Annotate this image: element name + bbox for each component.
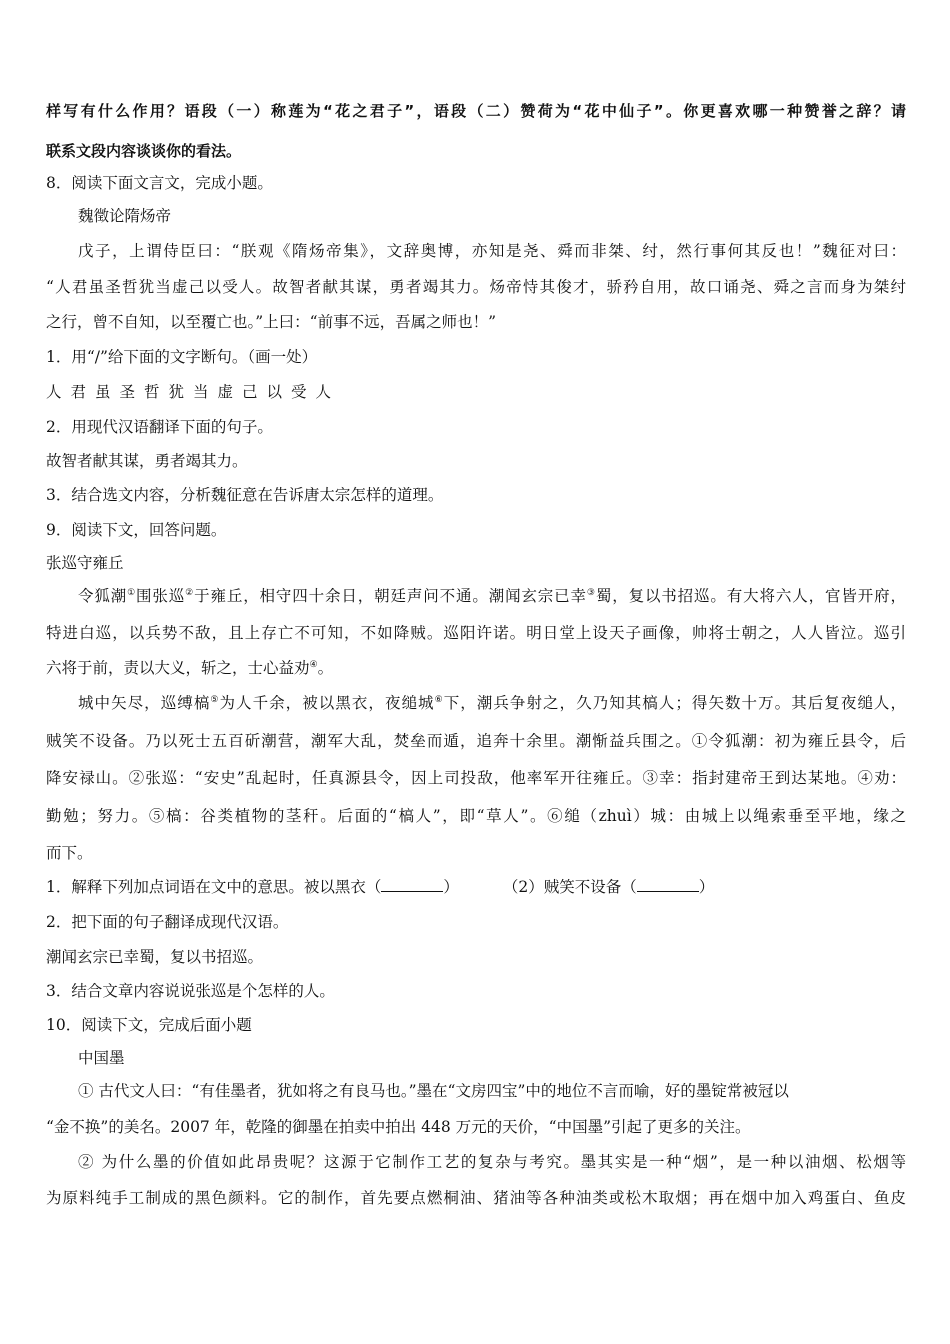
answer-blank[interactable] [637,877,699,892]
sub-question: 1．用“/”给下面的文字断句。（画一处） [46,348,318,366]
passage-line: 令狐潮①围张巡②于雍丘，相守四十余日，朝廷声问不通。潮闻玄宗已幸③蜀，复以书招巡。有大将六人，官皆开府， [78,587,906,605]
passage-line: 之行，曾不自知，以至覆亡也。”上曰：“前事不远，吾属之师也！” [46,313,497,331]
sub-question: 2．把下面的句子翻译成现代汉语。 [46,913,289,931]
passage-line: ② 为什么墨的价值如此昂贵呢？这源于它制作工艺的复杂与考究。墨其实是一种“烟”，是一种以油烟、松烟等 [78,1153,906,1171]
footnote-mark: ③ [586,587,596,598]
passage-line: ① 古代文人曰：“有佳墨者，犹如将之有良马也。”墨在“文房四宝”中的地位不言而喻，好的墨锭常被冠以 [78,1082,789,1100]
footnote-line: 而下。 [46,844,93,862]
question-text: 样写有什么作用？语段（一）称莲为“花之君子”，语段（二）赞荷为“花中仙子”。你更喜欢哪一种赞誉之辞？请 [46,102,906,120]
passage-line: “人君虽圣哲犹当虚己以受人。故智者献其谋，勇者竭其力。炀帝恃其俊才，骄矜自用，故口诵尧、舜之言而身为桀纣 [46,278,906,296]
sub-question: 3．结合选文内容，分析魏征意在告诉唐太宗怎样的道理。 [46,486,444,504]
question-8-header: 8．阅读下面文言文，完成小题。 [46,174,273,192]
footnote-line: 勤勉；努力。⑤槁：谷类植物的茎秆。后面的“槁人”，即“草人”。⑥缒（zhuì）城：由城上以绳索垂至平地，缘之 [46,807,906,825]
footnote-mark: ⑥ [434,694,444,705]
question-9-header: 9．阅读下文，回答问题。 [46,521,227,539]
sub-question: 1．解释下列加点词语在文中的意思。被以黑衣（ ） （2）贼笑不设备（ ） [46,878,715,896]
sentence-to-translate: 故智者献其谋，勇者竭其力。 [46,452,248,470]
sentence-to-translate: 潮闻玄宗已幸蜀，复以书招巡。 [46,948,264,966]
question-text: 联系文段内容谈谈你的看法。 [46,142,242,160]
passage-line: “金不换”的美名。2007 年，乾隆的御墨在拍卖中拍出 448 万元的天价，“中国墨”引起了更多的关注。 [46,1118,751,1136]
question-10-header: 10．阅读下文，完成后面小题 [46,1016,252,1034]
passage-title: 张巡守雍丘 [46,554,124,572]
passage-line: 特进白巡，以兵势不敌，且上存亡不可知，不如降贼。巡阳许诺。明日堂上设天子画像，帅将士朝之，人人皆泣。巡引 [46,624,906,642]
passage-line: 为原料纯手工制成的黑色颜料。它的制作，首先要点燃桐油、猪油等各种油类或松木取烟；再在烟中加入鸡蛋白、鱼皮 [46,1189,906,1207]
passage-line: 城中矢尽，巡缚槁⑤为人千余，被以黑衣，夜缒城⑥下，潮兵争射之，久乃知其槁人；得矢数十万。其后复夜缒人， [78,694,906,712]
answer-blank[interactable] [381,877,443,892]
passage-line: 六将于前，责以大义，斩之，士心益劝④。 [46,659,334,677]
sub-question: 2．用现代汉语翻译下面的句子。 [46,418,273,436]
footnote-mark: ② [185,587,195,598]
footnote-line: 降安禄山。②张巡：“安史”乱起时，任真源县令，因上司投敌，他率军开往雍丘。③幸：指封建帝王到达某地。④劝： [46,769,906,787]
footnote-mark: ① [127,587,137,598]
footnote-mark: ④ [309,659,318,670]
passage-title: 魏徵论隋炀帝 [78,207,172,225]
footnote-mark: ⑤ [210,694,220,705]
passage-line: 贼笑不设备。乃以死士五百斫潮营，潮军大乱，焚垒而遁，追奔十余里。潮惭益兵围之。①令狐潮：初为雍丘县令，后 [46,732,906,750]
sub-question: 3．结合文章内容说说张巡是个怎样的人。 [46,982,335,1000]
passage-title: 中国墨 [78,1049,125,1067]
sentence-to-punctuate: 人君虽圣哲犹当虚己以受人 [46,383,341,401]
passage-line: 戊子，上谓侍臣曰：“朕观《隋炀帝集》，文辞奥博，亦知是尧、舜而非桀、纣，然行事何其反也！”魏征对曰： [78,242,906,260]
